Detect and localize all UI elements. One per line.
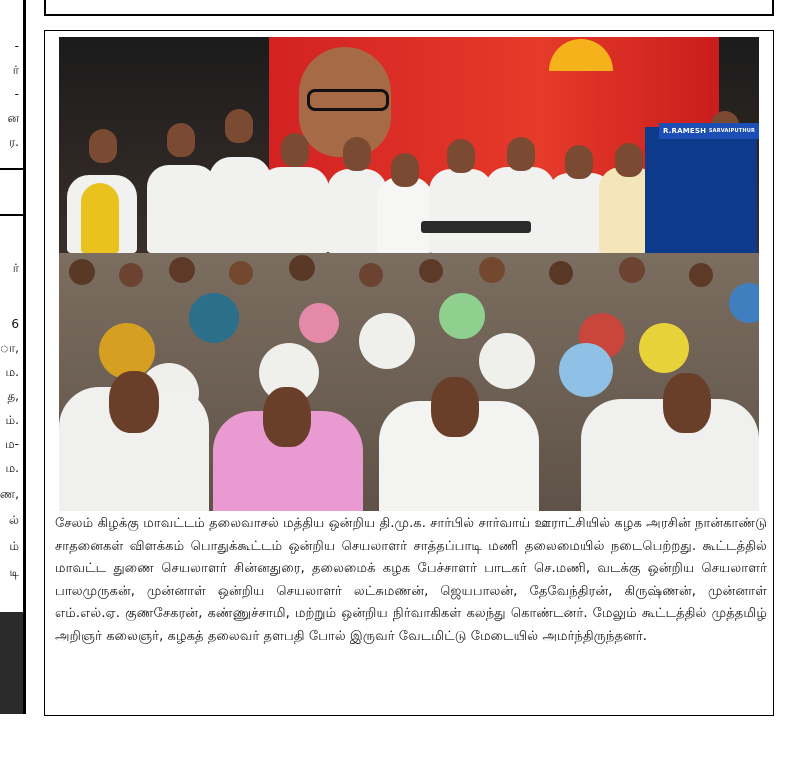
audience-shirt — [439, 293, 485, 339]
audience-head — [479, 257, 505, 283]
guest-head — [281, 133, 309, 167]
fragment-text: ம. — [5, 365, 19, 379]
audience-shirt — [639, 323, 689, 373]
rising-sun-emblem — [549, 39, 613, 71]
guest-head — [447, 139, 475, 173]
guest-head — [391, 153, 419, 187]
news-article — [44, 30, 774, 716]
audience-shirt — [479, 333, 535, 389]
stage-table — [421, 221, 531, 233]
audience-shirt — [559, 343, 613, 397]
fragment-text: - — [14, 39, 19, 53]
guest-shawl — [81, 183, 119, 253]
guest-head — [167, 123, 195, 157]
divider — [0, 168, 23, 170]
podium — [645, 127, 757, 253]
fragment-text: த, — [7, 389, 19, 403]
guest-figure — [429, 169, 493, 253]
portrait-glasses — [307, 89, 389, 111]
fragment-text: ம் — [9, 539, 19, 553]
audience-head — [619, 257, 645, 283]
front-row-head — [109, 371, 159, 433]
guest-head — [89, 129, 117, 163]
audience-head — [229, 261, 253, 285]
fragment-text: ர. — [8, 135, 19, 149]
front-row-head — [263, 387, 311, 447]
audience-shirt — [359, 313, 415, 369]
fragment-text: ா, — [0, 341, 19, 355]
audience-head — [289, 255, 315, 281]
guest-head — [225, 109, 253, 143]
fragment-text: ண, — [0, 487, 19, 501]
audience-head — [119, 263, 143, 287]
audience-head — [169, 257, 195, 283]
fragment-text: ர் — [12, 63, 19, 77]
fragment-text: ன — [7, 111, 19, 125]
audience-saree — [299, 303, 339, 343]
event-photo — [59, 37, 759, 511]
guest-figure — [485, 167, 555, 253]
fragment-text: டி — [9, 565, 19, 579]
guest-head — [343, 137, 371, 171]
fragment-text: ம- — [5, 437, 19, 451]
photo-caption: சேலம் கிழக்கு மாவட்டம் தலைவாசல் மத்திய ஒன்றிய தி.மு.க. சார்பில் சார்வாய் ஊராட்சியில் கழக அரசின் நான்காண்டு சாதனைகள் விளக்கம் பொதுக்கூட்டம் ஒன்றிய செயலாளர் சாத்தப்பாடி மணி தலைமையில் நடைபெற்றது. கூட்டத்தில் மாவட்ட துணை செயலாளர் சின்னதுரை, தலைமைக் கழக பேச்சாளர் பாடகர் செ.மணி, வடக்கு ஒன்றிய செயலாளர் பாலமுருகன், முன்னாள் ஒன்றிய செயலாளர் லட்சுமணன், ஜெயபாலன், தேவேந்திரன், கிருஷ்ணன், முன்னாள் எம்.எல்.ஏ. குணசேகரன், கண்ணுச்சாமி, மற்றும் ஒன்றிய நிர்வாகிகள் கலந்து கொண்டனர். மேலும் கூட்டத்தில் முத்தமிழ் அறிஞர் கலைஞர், கழகத் தலைவர் தளபதி போல் இருவர் வேடமிட்டு மேடையில் அமர்ந்திருந்தனர். — [55, 516, 767, 644]
podium-sign — [659, 123, 759, 139]
fragment-text: ல் — [9, 513, 19, 527]
podium-sign-text: R.RAMESH — [662, 127, 707, 135]
guest-head — [565, 145, 593, 179]
dark-panel — [0, 612, 23, 714]
guest-figure — [147, 165, 217, 253]
previous-article-box — [44, 0, 774, 16]
divider — [0, 214, 23, 216]
podium-sign-small-text: SARVAIPUTHUR — [708, 128, 756, 134]
audience-head — [359, 263, 383, 287]
guest-head — [507, 137, 535, 171]
audience-head — [549, 261, 573, 285]
audience-head — [689, 263, 713, 287]
fragment-text: ம். — [5, 413, 19, 427]
front-row-head — [663, 373, 711, 433]
audience-head — [69, 259, 95, 285]
guest-figure — [259, 167, 329, 253]
audience-head — [419, 259, 443, 283]
audience-shirt — [729, 283, 759, 323]
fragment-text: 6 — [11, 317, 19, 331]
fragment-text: ர் — [12, 261, 19, 275]
front-row-head — [431, 377, 479, 437]
adjacent-column-fragment — [0, 0, 26, 714]
audience-shirt — [189, 293, 239, 343]
stage-area — [59, 37, 759, 253]
guest-figure — [377, 177, 433, 253]
guest-head — [615, 143, 643, 177]
fragment-text: ம. — [5, 461, 19, 475]
fragment-text: - — [14, 87, 19, 101]
audience-crowd — [59, 253, 759, 511]
